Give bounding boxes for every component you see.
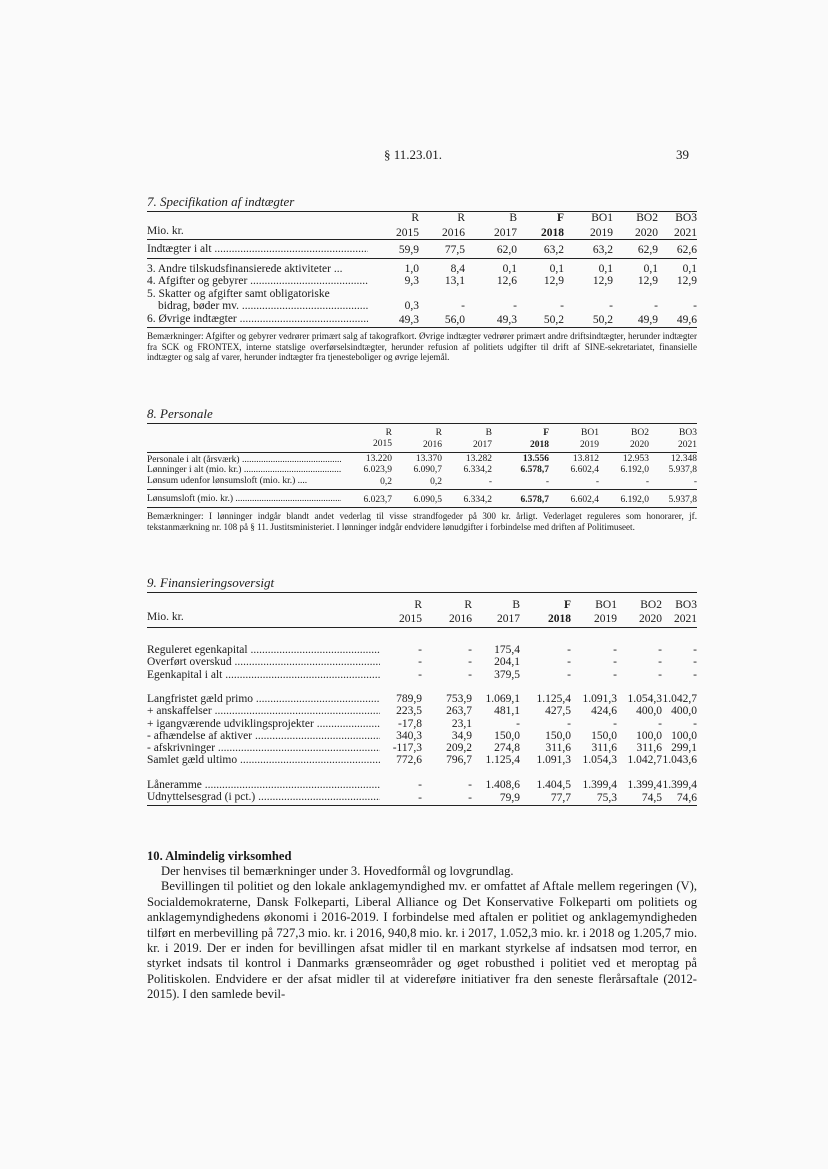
row-label: Lønninger i alt (mio. kr.) bbox=[147, 465, 242, 476]
cell: 6.334,2 bbox=[463, 495, 492, 506]
col-year: 2016 bbox=[423, 439, 442, 450]
row-label: Låneramme bbox=[147, 778, 202, 791]
col-year: 2018 bbox=[530, 439, 549, 450]
cell: 0,1 bbox=[682, 262, 697, 275]
cell: 481,1 bbox=[494, 705, 520, 718]
cell: - bbox=[609, 300, 613, 312]
cell: 340,3 bbox=[396, 729, 422, 742]
sec7-table-wrap bbox=[147, 211, 697, 363]
col-type: R bbox=[414, 599, 422, 611]
table-row bbox=[147, 243, 697, 259]
cell: 772,6 bbox=[396, 754, 422, 767]
cell: 50,2 bbox=[592, 313, 613, 326]
row-label: Lønsum udenfor lønsumsloft (mio. kr.) .... bbox=[147, 476, 308, 487]
cell: 50,2 bbox=[543, 313, 564, 326]
cell: 1.408,6 bbox=[485, 778, 520, 791]
table-row bbox=[147, 754, 697, 766]
cell: - bbox=[513, 300, 517, 312]
col-year: 2017 bbox=[494, 226, 517, 239]
sec8-note: Bemærkninger: I lønninger indgår blandt andet vederlag til visse strandfogeder på 300 kr. årligt. Vederlaget reguleres som honorarer, jf. tekstanmærkning nr. 108 på § 11. Justitsministeriet. I lønninger indgår endvidere lønudgifter i forbindelse med driften af Politimuseet. bbox=[147, 511, 697, 532]
cell: - bbox=[693, 717, 697, 730]
col-year: 2018 bbox=[541, 226, 564, 239]
sec10 bbox=[147, 849, 697, 1003]
cell: 1.043,6 bbox=[662, 754, 697, 767]
row-label: Overført overskud bbox=[147, 656, 232, 669]
cell: 74,5 bbox=[641, 792, 662, 805]
cell: 274,8 bbox=[494, 742, 520, 755]
cell: - bbox=[613, 668, 617, 681]
col-year: 2019 bbox=[580, 439, 599, 450]
cell: - bbox=[693, 668, 697, 681]
cell: - bbox=[461, 300, 465, 312]
cell: - bbox=[418, 668, 422, 681]
table-row bbox=[147, 452, 697, 465]
col-type: F bbox=[556, 212, 564, 224]
cell: 8,4 bbox=[450, 262, 465, 275]
cell: 12.348 bbox=[670, 453, 697, 464]
col-type: B bbox=[512, 599, 520, 611]
paragraph: Der henvises til bemærkninger under 3. Hovedformål og lovgrundlag. bbox=[161, 864, 514, 878]
cell: 49,6 bbox=[676, 313, 697, 326]
cell: 12,9 bbox=[592, 275, 613, 287]
unit-label: Mio. kr. bbox=[147, 224, 184, 237]
col-year: 2019 bbox=[590, 226, 613, 239]
cell: - bbox=[613, 656, 617, 669]
row-label: Lønsumsloft (mio. kr.) bbox=[147, 494, 234, 505]
cell: 5.937,8 bbox=[668, 465, 697, 476]
sec7-table bbox=[147, 211, 697, 328]
row-label: 4. Afgifter og gebyrer bbox=[147, 275, 248, 287]
col-year: 2017 bbox=[473, 439, 492, 450]
sec7-note: Bemærkninger: Afgifter og gebyrer vedrører primært salg af takografkort. Øvrige indtægter vedrører primært andre driftsindtægter, herunder indtægter fra SCK og FRONTEX, interne statslige overførselsindtægter, herunder refusion af politiets udgifter til drift af SINE-sekretariatet, finansielle indtægter og salg af varer, herunder indtægter fra tjenesteboliger og øvrige lejemål. bbox=[147, 331, 697, 362]
col-type: BO3 bbox=[679, 428, 697, 438]
cell: 0,1 bbox=[502, 262, 517, 275]
cell: - bbox=[658, 717, 662, 730]
cell: 100,0 bbox=[636, 729, 662, 742]
cell: 1.054,3 bbox=[627, 692, 662, 705]
cell: - bbox=[654, 300, 658, 312]
sec7-title: 7. Specifikation af indtægter bbox=[147, 194, 295, 209]
row-label: Udnyttelsesgrad (i pct.) bbox=[147, 791, 256, 804]
cell: - bbox=[488, 477, 492, 488]
cell: 62,6 bbox=[676, 244, 697, 256]
cell: 13.370 bbox=[415, 453, 442, 464]
col-type: F bbox=[563, 599, 571, 611]
col-type: BO3 bbox=[675, 599, 697, 611]
sec10-title: 10. Almindelig virksomhed bbox=[147, 849, 292, 863]
col-year: 2016 bbox=[442, 226, 465, 239]
col-type: BO1 bbox=[595, 599, 617, 611]
row-label: bidrag, bøder mv. bbox=[158, 300, 240, 312]
cell: 6.602,4 bbox=[570, 465, 599, 476]
col-year: 2017 bbox=[497, 612, 520, 625]
row-label: + anskaffelser bbox=[147, 705, 212, 718]
cell: 12.953 bbox=[622, 453, 649, 464]
cell: 427,5 bbox=[545, 705, 571, 718]
cell: - bbox=[613, 717, 617, 730]
unit-label: Mio. kr. bbox=[147, 611, 184, 624]
row-label: + igangværende udviklingsprojekter bbox=[147, 717, 314, 730]
cell: 796,7 bbox=[446, 754, 472, 767]
paragraph: Bevillingen til politiet og den lokale anklagemyndighed mv. er omfattet af Aftale mellem regeringen (V), Socialdemokraterne, Dansk Folkeparti, Liberal Alliance og Det Konservative Folkeparti om politiets og anklagemyndighedens økonomi i 2016-2019. I forbindelse med aftalen er politiet og anklagemyndigheden tilført en merbevilling på 727,3 mio. kr. i 2016, 940,8 mio. kr. i 2017, 1.052,3 mio. kr. i 2018 og 1.205,7 mio. kr. i 2019. Der er inden for bevillingen afsat midler til en markant styrkelse af indsatsen mod terror, en styrket indsats til kontrol i Danmarks grænseområder og øget robusthed i politiet ved et meroptag på Politiskolen. Endvidere er der afsat midler til at videreføre initiativer fra den seneste flerårsaftale (2012-2015). I den samlede bevil- bbox=[147, 879, 697, 1002]
row-label: Langfristet gæld primo bbox=[147, 692, 254, 705]
cell: 753,9 bbox=[446, 692, 472, 705]
cell: - bbox=[658, 668, 662, 681]
col-type: BO2 bbox=[631, 428, 649, 438]
cell: 6.578,7 bbox=[520, 465, 549, 476]
cell: 9,3 bbox=[404, 275, 419, 287]
cell: 424,6 bbox=[591, 705, 617, 718]
cell: 12,9 bbox=[637, 275, 658, 287]
cell: 1.042,7 bbox=[662, 692, 697, 705]
cell: 175,4 bbox=[494, 644, 520, 657]
cell: 150,0 bbox=[545, 729, 571, 742]
cell: 79,9 bbox=[499, 792, 520, 805]
cell: - bbox=[567, 668, 571, 681]
table-row bbox=[147, 779, 697, 791]
cell: 77,7 bbox=[550, 792, 571, 805]
col-year: 2020 bbox=[630, 439, 649, 450]
cell: 6.192,0 bbox=[620, 495, 649, 506]
cell: - bbox=[468, 656, 472, 669]
col-type: R bbox=[457, 212, 465, 224]
cell: -117,3 bbox=[392, 742, 422, 755]
cell: 209,2 bbox=[446, 742, 472, 755]
row-label: Personale i alt (årsværk) bbox=[147, 454, 240, 465]
cell: - bbox=[468, 792, 472, 805]
col-type: F bbox=[543, 428, 549, 438]
cell: 75,3 bbox=[596, 792, 617, 805]
table-row bbox=[147, 693, 697, 705]
cell: 23,1 bbox=[451, 717, 472, 730]
col-type: B bbox=[485, 428, 492, 438]
cell: - bbox=[658, 656, 662, 669]
cell: 1.399,4 bbox=[582, 778, 617, 791]
cell: - bbox=[567, 717, 571, 730]
cell: - bbox=[418, 656, 422, 669]
sec8-title: 8. Personale bbox=[147, 406, 213, 421]
cell: 0,1 bbox=[598, 262, 613, 275]
col-type: R bbox=[411, 212, 419, 224]
row-label: Egenkapital i alt bbox=[147, 668, 223, 681]
row-label: 3. Andre tilskudsfinansierede aktiviteter ... bbox=[147, 262, 343, 275]
sec10-body bbox=[147, 864, 697, 1003]
sec9-table-wrap bbox=[147, 592, 697, 806]
col-year: 2021 bbox=[678, 439, 697, 450]
sec8-table bbox=[147, 423, 697, 508]
page-number: 39 bbox=[676, 147, 689, 162]
cell: 6.090,7 bbox=[413, 465, 442, 476]
row-label: 5. Skatter og afgifter samt obligatoriske bbox=[147, 287, 330, 300]
cell: 1.091,3 bbox=[536, 754, 571, 767]
cell: 0,2 bbox=[380, 477, 392, 488]
sec8-table-wrap bbox=[147, 423, 697, 532]
cell: 379,5 bbox=[494, 668, 520, 681]
col-type: R bbox=[385, 428, 392, 438]
cell: - bbox=[516, 717, 520, 730]
row-label: Indtægter i alt bbox=[147, 242, 212, 255]
cell: 1.125,4 bbox=[485, 754, 520, 767]
cell: 59,9 bbox=[398, 244, 419, 256]
col-year: 2015 bbox=[373, 438, 392, 449]
cell: 1.069,1 bbox=[485, 692, 520, 705]
table-row bbox=[147, 263, 697, 276]
cell: 1.404,5 bbox=[536, 778, 571, 791]
cell: 6.023,9 bbox=[363, 465, 392, 476]
cell: 49,3 bbox=[496, 313, 517, 326]
cell: - bbox=[693, 477, 697, 488]
cell: 62,9 bbox=[637, 244, 658, 256]
cell: 1.042,7 bbox=[627, 754, 662, 767]
cell: - bbox=[560, 300, 564, 312]
cell: - bbox=[693, 644, 697, 657]
section-header: § 11.23.01. bbox=[384, 147, 443, 162]
sec9-title: 9. Finansieringsoversigt bbox=[147, 575, 275, 590]
cell: 311,6 bbox=[636, 742, 662, 755]
col-type: BO2 bbox=[640, 599, 662, 611]
table-row bbox=[147, 742, 697, 754]
cell: 0,1 bbox=[643, 262, 658, 275]
cell: 311,6 bbox=[545, 742, 571, 755]
col-type: B bbox=[509, 212, 517, 224]
cell: 74,6 bbox=[676, 792, 697, 805]
cell: 1.091,3 bbox=[582, 692, 617, 705]
row-label: Reguleret egenkapital bbox=[147, 644, 248, 657]
cell: 1.399,4 bbox=[627, 778, 662, 791]
cell: 223,5 bbox=[396, 705, 422, 718]
col-type: BO1 bbox=[591, 212, 613, 224]
cell: - bbox=[693, 656, 697, 669]
table-row bbox=[147, 288, 697, 301]
cell: 6.602,4 bbox=[570, 495, 599, 506]
table-row bbox=[147, 791, 697, 806]
cell: 6.023,7 bbox=[363, 495, 392, 506]
cell: - bbox=[595, 477, 599, 488]
col-type: R bbox=[464, 599, 472, 611]
cell: - bbox=[658, 644, 662, 657]
cell: 34,9 bbox=[451, 729, 472, 742]
cell: 13,1 bbox=[444, 275, 465, 287]
col-year: 2016 bbox=[449, 612, 472, 625]
cell: 400,0 bbox=[636, 705, 662, 718]
col-year: 2020 bbox=[639, 612, 662, 625]
cell: 311,6 bbox=[591, 742, 617, 755]
cell: 12,6 bbox=[496, 275, 517, 287]
col-year: 2018 bbox=[548, 612, 571, 625]
cell: 100,0 bbox=[671, 729, 697, 742]
col-type: BO1 bbox=[581, 428, 599, 438]
cell: 12,9 bbox=[676, 275, 697, 287]
table-row bbox=[147, 465, 697, 476]
cell: - bbox=[468, 644, 472, 657]
col-year: 2019 bbox=[594, 612, 617, 625]
table-row bbox=[147, 644, 697, 656]
cell: 1,0 bbox=[404, 262, 419, 275]
cell: 56,0 bbox=[444, 313, 465, 326]
table-row bbox=[147, 656, 697, 668]
cell: - bbox=[468, 778, 472, 791]
cell: - bbox=[645, 477, 649, 488]
row-label: Samlet gæld ultimo bbox=[147, 754, 238, 767]
cell: 150,0 bbox=[494, 729, 520, 742]
cell: 0,1 bbox=[549, 262, 564, 275]
cell: - bbox=[418, 792, 422, 805]
col-year: 2020 bbox=[635, 226, 658, 239]
table-row bbox=[147, 730, 697, 742]
col-type: BO3 bbox=[675, 212, 697, 224]
cell: 13.220 bbox=[365, 453, 392, 464]
cell: 5.937,8 bbox=[668, 495, 697, 506]
cell: 150,0 bbox=[591, 729, 617, 742]
cell: 63,2 bbox=[543, 244, 564, 256]
table-row bbox=[147, 494, 697, 507]
cell: - bbox=[418, 644, 422, 657]
sec9-table bbox=[147, 592, 697, 806]
cell: 13.556 bbox=[522, 453, 549, 464]
cell: 263,7 bbox=[446, 705, 472, 718]
col-type: BO2 bbox=[636, 212, 658, 224]
cell: 63,2 bbox=[592, 244, 613, 256]
cell: 0,3 bbox=[404, 300, 419, 312]
cell: - bbox=[693, 300, 697, 312]
cell: - bbox=[418, 778, 422, 791]
table-row bbox=[147, 313, 697, 328]
col-year: 2021 bbox=[674, 612, 697, 625]
cell: - bbox=[613, 644, 617, 657]
col-year: 2015 bbox=[399, 612, 422, 625]
table-row bbox=[147, 705, 697, 717]
row-label: - afskrivninger bbox=[147, 742, 216, 755]
table-row bbox=[147, 718, 697, 730]
row-label: - afhændelse af aktiver bbox=[147, 729, 253, 742]
cell: 1.399,4 bbox=[662, 778, 697, 791]
cell: 6.090,5 bbox=[413, 495, 442, 506]
cell: - bbox=[468, 668, 472, 681]
cell: 77,5 bbox=[444, 244, 465, 256]
cell: 1.054,3 bbox=[582, 754, 617, 767]
cell: 299,1 bbox=[671, 742, 697, 755]
table-row bbox=[147, 300, 697, 313]
col-type: R bbox=[435, 428, 442, 438]
cell: 6.192,0 bbox=[620, 465, 649, 476]
col-year: 2021 bbox=[674, 226, 697, 239]
cell: 204,1 bbox=[494, 656, 520, 669]
cell: 1.125,4 bbox=[536, 692, 571, 705]
cell: 62,0 bbox=[496, 244, 517, 256]
cell: 13.282 bbox=[465, 453, 492, 464]
cell: 12,9 bbox=[543, 275, 564, 287]
cell: 49,9 bbox=[637, 313, 658, 326]
cell: 789,9 bbox=[396, 692, 422, 705]
table-row bbox=[147, 476, 697, 489]
cell: 49,3 bbox=[398, 313, 419, 326]
cell: - bbox=[545, 477, 549, 488]
cell: 6.578,7 bbox=[520, 495, 549, 506]
cell: - bbox=[567, 656, 571, 669]
cell: - bbox=[567, 644, 571, 657]
cell: -17,8 bbox=[398, 717, 422, 730]
cell: 400,0 bbox=[671, 705, 697, 718]
table-row bbox=[147, 275, 697, 288]
cell: 0,2 bbox=[430, 477, 442, 488]
cell: 13.812 bbox=[572, 453, 599, 464]
cell: 6.334,2 bbox=[463, 465, 492, 476]
table-row bbox=[147, 669, 697, 681]
row-label: 6. Øvrige indtægter bbox=[147, 312, 237, 325]
col-year: 2015 bbox=[396, 226, 419, 239]
